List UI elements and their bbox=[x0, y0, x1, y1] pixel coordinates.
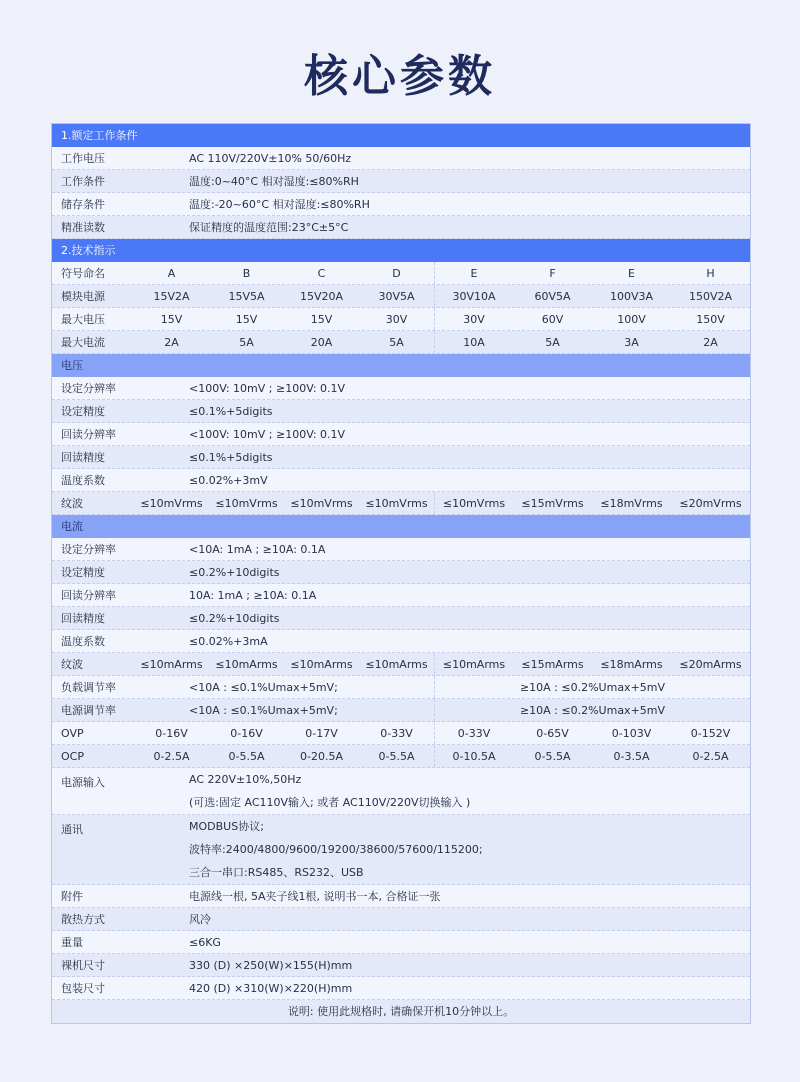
table-row bbox=[52, 193, 750, 216]
table-row bbox=[52, 977, 750, 1000]
row-cell: 0-5.5A bbox=[228, 749, 265, 763]
row-cell: 150V bbox=[696, 312, 725, 326]
row-value-high: ≥10A : ≤0.2%Umax+5mV bbox=[434, 699, 750, 721]
row-label: 回读精度 bbox=[61, 451, 105, 464]
row-cell: ≤10mArms bbox=[215, 657, 278, 671]
row-value: ≤6KG bbox=[189, 935, 221, 949]
row-cell: 100V3A bbox=[609, 289, 654, 303]
table-row bbox=[52, 285, 750, 308]
row-label: 裸机尺寸 bbox=[61, 959, 105, 972]
row-cell: 0-5.5A bbox=[378, 749, 415, 763]
row-label: 附件 bbox=[61, 890, 83, 903]
row-cell: C bbox=[317, 266, 326, 280]
row-label: 电源输入 bbox=[61, 776, 105, 789]
table-row bbox=[52, 446, 750, 469]
row-cell: E bbox=[434, 262, 513, 284]
row-cell: 15V2A bbox=[153, 289, 190, 303]
row-cell: 15V5A bbox=[228, 289, 265, 303]
row-value: 风冷 bbox=[189, 913, 211, 926]
table-row bbox=[52, 469, 750, 492]
table-row bbox=[52, 331, 750, 354]
row-label: 模块电源 bbox=[61, 290, 105, 303]
row-label: 负载调节率 bbox=[61, 681, 116, 694]
row-cell: ≤18mVrms bbox=[600, 496, 663, 510]
row-cell: 150V2A bbox=[688, 289, 733, 303]
row-label: 工作电压 bbox=[61, 152, 105, 165]
row-cell: B bbox=[242, 266, 251, 280]
row-value-low: <10A : ≤0.1%Umax+5mV; bbox=[189, 680, 338, 694]
row-value: 温度:0~40°C 相对湿度:≤80%RH bbox=[189, 175, 359, 188]
row-value: ≤0.02%+3mA bbox=[189, 634, 268, 648]
table-row bbox=[52, 170, 750, 193]
page-title: 核心参数 bbox=[304, 51, 496, 102]
row-label: 温度系数 bbox=[61, 635, 105, 648]
row-cell: 60V5A bbox=[534, 289, 571, 303]
table-row bbox=[52, 908, 750, 931]
row-cell: ≤10mArms bbox=[290, 657, 353, 671]
row-label: 温度系数 bbox=[61, 474, 105, 487]
section-header: 电流 bbox=[52, 515, 750, 538]
spec-table bbox=[51, 123, 751, 1024]
row-cell: 3A bbox=[624, 335, 639, 349]
row-cell: 15V bbox=[160, 312, 183, 326]
row-cell: 0-17V bbox=[305, 726, 338, 740]
table-row bbox=[52, 538, 750, 561]
row-value: ≤0.1%+5digits bbox=[189, 404, 273, 418]
row-label: 符号命名 bbox=[61, 267, 105, 280]
table-row bbox=[52, 722, 750, 745]
row-cell: F bbox=[549, 266, 556, 280]
row-label: 重量 bbox=[61, 936, 83, 949]
row-cell: 0-2.5A bbox=[153, 749, 190, 763]
row-value-high: ≥10A : ≤0.2%Umax+5mV bbox=[434, 676, 750, 698]
row-cell: 0-10.5A bbox=[434, 745, 513, 767]
row-label: 电源调节率 bbox=[61, 704, 116, 717]
row-label: 纹波 bbox=[61, 658, 83, 671]
row-cell: 0-16V bbox=[230, 726, 263, 740]
row-label: OVP bbox=[61, 726, 84, 740]
row-line: AC 220V±10%,50Hz bbox=[189, 773, 302, 786]
table-row bbox=[52, 262, 750, 285]
row-cell: ≤10mVrms bbox=[215, 496, 278, 510]
row-cell: ≤10mVrms bbox=[365, 496, 428, 510]
table-row bbox=[52, 653, 750, 676]
row-cell: 0-65V bbox=[536, 726, 569, 740]
row-label: 设定分辨率 bbox=[61, 382, 116, 395]
row-label: 最大电流 bbox=[61, 336, 105, 349]
row-cell: 2A bbox=[703, 335, 718, 349]
row-cell: 0-2.5A bbox=[692, 749, 729, 763]
row-line: (可选:固定 AC110V输入; 或者 AC110V/220V切换输入 ) bbox=[189, 796, 471, 809]
row-label: 设定精度 bbox=[61, 405, 105, 418]
row-label: 纹波 bbox=[61, 497, 83, 510]
row-value: 电源线一根, 5A夹子线1根, 说明书一本, 合格证一张 bbox=[189, 890, 441, 903]
row-cell: 15V bbox=[310, 312, 333, 326]
table-row bbox=[52, 931, 750, 954]
table-row bbox=[52, 308, 750, 331]
table-row bbox=[52, 699, 750, 722]
row-value: <10A: 1mA ; ≥10A: 0.1A bbox=[189, 542, 326, 556]
row-cell: 15V20A bbox=[299, 289, 344, 303]
row-line: 三合一串口:RS485、RS232、USB bbox=[189, 866, 364, 879]
row-label: 通讯 bbox=[61, 823, 83, 836]
row-value: 温度:-20~60°C 相对湿度:≤80%RH bbox=[189, 198, 370, 211]
row-cell: ≤10mArms bbox=[140, 657, 203, 671]
table-row bbox=[52, 745, 750, 768]
row-value: <100V: 10mV ; ≥100V: 0.1V bbox=[189, 381, 346, 395]
row-cell: 30V10A bbox=[434, 285, 513, 307]
row-label: 回读分辨率 bbox=[61, 428, 116, 441]
table-row bbox=[52, 147, 750, 170]
section-header: 电压 bbox=[52, 354, 750, 377]
row-cell: 0-20.5A bbox=[300, 749, 343, 763]
row-label: 工作条件 bbox=[61, 175, 105, 188]
row-cell: 0-3.5A bbox=[613, 749, 650, 763]
row-cell: 20A bbox=[310, 335, 333, 349]
table-row bbox=[52, 885, 750, 908]
row-cell: 60V bbox=[541, 312, 564, 326]
row-value: 保证精度的温度范围:23°C±5°C bbox=[189, 221, 349, 234]
row-cell: ≤10mArms bbox=[434, 653, 513, 675]
row-cell: ≤15mVrms bbox=[521, 496, 584, 510]
row-value: 10A: 1mA ; ≥10A: 0.1A bbox=[189, 588, 317, 602]
row-line: 波特率:2400/4800/9600/19200/38600/57600/115200; bbox=[189, 843, 483, 856]
row-cell: 30V bbox=[434, 308, 513, 330]
table-row bbox=[52, 630, 750, 653]
row-value: ≤0.2%+10digits bbox=[189, 565, 280, 579]
row-cell: 0-5.5A bbox=[534, 749, 571, 763]
row-cell: 5A bbox=[545, 335, 560, 349]
row-cell: H bbox=[706, 266, 715, 280]
row-cell: 30V5A bbox=[378, 289, 415, 303]
row-cell: 30V bbox=[385, 312, 408, 326]
table-row bbox=[52, 377, 750, 400]
row-cell: ≤10mArms bbox=[365, 657, 428, 671]
table-row bbox=[52, 216, 750, 239]
row-label: OCP bbox=[61, 749, 84, 763]
row-label: 包装尺寸 bbox=[61, 982, 105, 995]
row-cell: ≤15mArms bbox=[521, 657, 584, 671]
row-lines bbox=[189, 815, 750, 884]
note-text: 说明: 使用此规格时, 请确保开机10分钟以上。 bbox=[52, 1000, 750, 1023]
table-row bbox=[52, 492, 750, 515]
table-row bbox=[52, 954, 750, 977]
row-value-low: <10A : ≤0.1%Umax+5mV; bbox=[189, 703, 338, 717]
table-row bbox=[52, 561, 750, 584]
row-label: 回读分辨率 bbox=[61, 589, 116, 602]
row-cell: E bbox=[628, 266, 635, 280]
row-cell: 15V bbox=[235, 312, 258, 326]
row-cell: 0-33V bbox=[434, 722, 513, 744]
table-row bbox=[52, 423, 750, 446]
row-cell: 0-152V bbox=[690, 726, 731, 740]
table-row bbox=[52, 815, 750, 885]
row-label: 设定精度 bbox=[61, 566, 105, 579]
row-label: 最大电压 bbox=[61, 313, 105, 326]
row-cell: 0-16V bbox=[155, 726, 188, 740]
table-row bbox=[52, 768, 750, 815]
row-value: <100V: 10mV ; ≥100V: 0.1V bbox=[189, 427, 346, 441]
row-value: 330 (D) ×250(W)×155(H)mm bbox=[189, 958, 353, 972]
table-row bbox=[52, 584, 750, 607]
row-cell: 10A bbox=[434, 331, 513, 353]
row-cell: D bbox=[392, 266, 401, 280]
section-header: 1.额定工作条件 bbox=[52, 124, 750, 147]
row-cell: 5A bbox=[239, 335, 254, 349]
row-value: ≤0.1%+5digits bbox=[189, 450, 273, 464]
row-cell: ≤18mArms bbox=[600, 657, 663, 671]
row-line: MODBUS协议; bbox=[189, 820, 264, 833]
row-label: 储存条件 bbox=[61, 198, 105, 211]
row-value: ≤0.02%+3mV bbox=[189, 473, 268, 487]
row-cell: 2A bbox=[164, 335, 179, 349]
row-label: 设定分辨率 bbox=[61, 543, 116, 556]
row-cell: 100V bbox=[617, 312, 646, 326]
row-cell: ≤10mVrms bbox=[434, 492, 513, 514]
row-value: AC 110V/220V±10% 50/60Hz bbox=[189, 151, 352, 165]
table-row bbox=[52, 607, 750, 630]
row-cell: 5A bbox=[389, 335, 404, 349]
row-cell: ≤20mArms bbox=[679, 657, 742, 671]
row-label: 回读精度 bbox=[61, 612, 105, 625]
row-value: 420 (D) ×310(W)×220(H)mm bbox=[189, 981, 353, 995]
row-value: ≤0.2%+10digits bbox=[189, 611, 280, 625]
row-label: 散热方式 bbox=[61, 913, 105, 926]
table-row bbox=[52, 400, 750, 423]
table-row bbox=[52, 676, 750, 699]
row-cell: ≤10mVrms bbox=[290, 496, 353, 510]
row-cell: 0-33V bbox=[380, 726, 413, 740]
row-cell: A bbox=[167, 266, 176, 280]
row-cell: 0-103V bbox=[611, 726, 652, 740]
row-cell: ≤20mVrms bbox=[679, 496, 742, 510]
row-label: 精准读数 bbox=[61, 221, 105, 234]
section-header: 2.技术指示 bbox=[52, 239, 750, 262]
row-lines bbox=[189, 768, 750, 814]
row-cell: ≤10mVrms bbox=[140, 496, 203, 510]
